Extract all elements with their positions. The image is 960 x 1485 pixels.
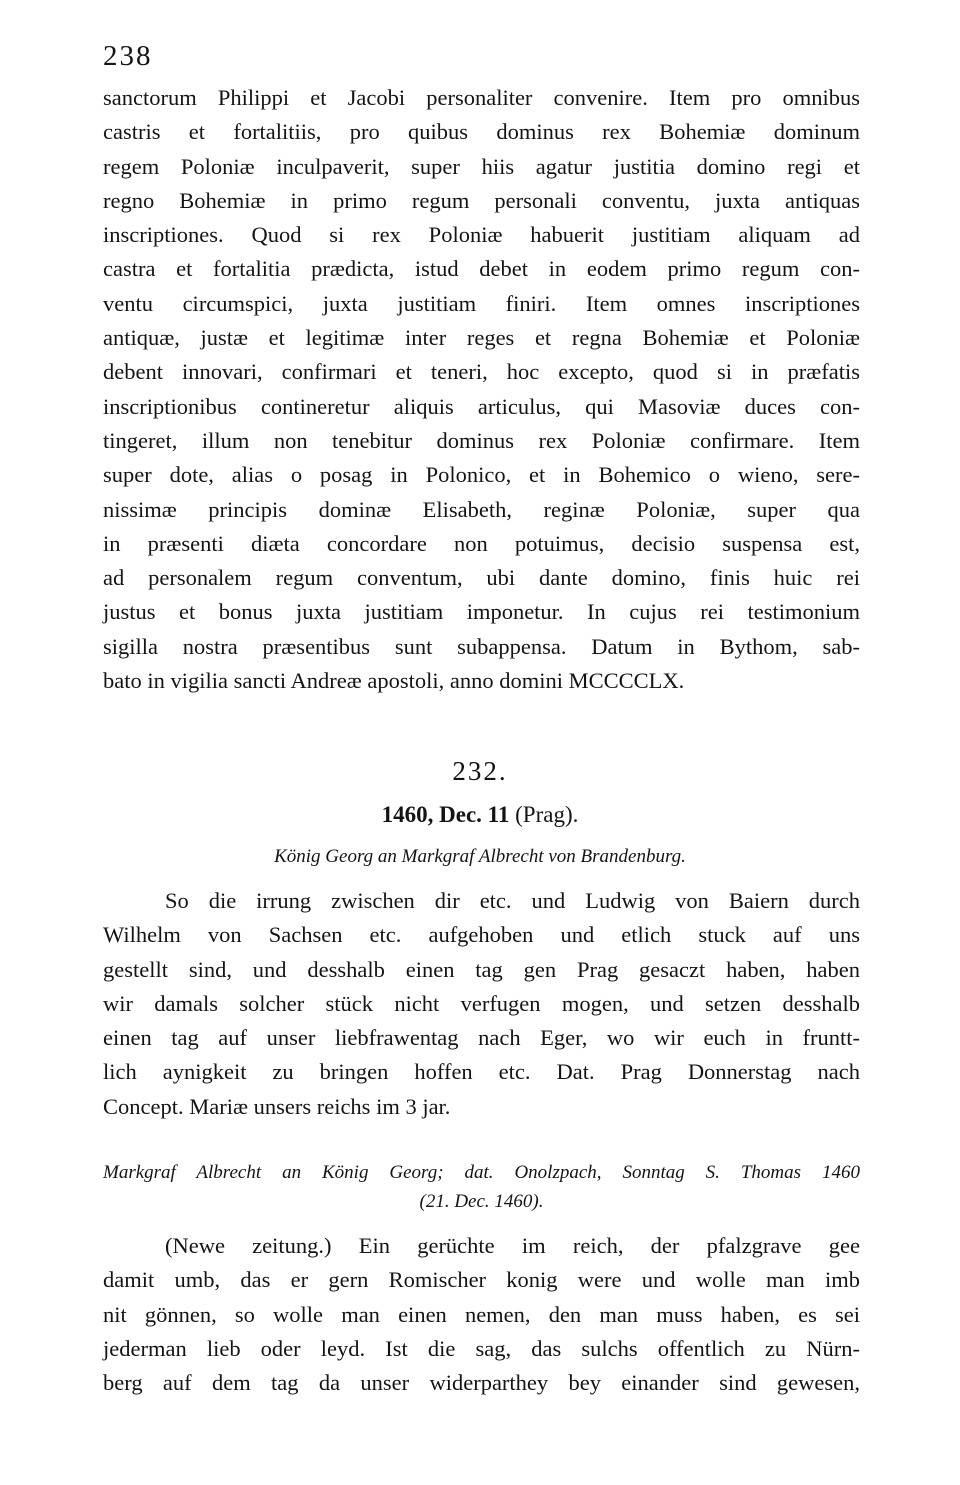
text-line: in præsenti diæta concordare non potuimus, decisio suspensa est, (103, 530, 860, 556)
text-line: super dote, alias o posag in Polonico, et in Bohemico o wieno, sere- (103, 462, 860, 488)
text-line: (Newe zeitung.) Ein gerüchte im reich, der pfalzgrave gee (165, 1233, 860, 1258)
text-line: sigilla nostra præsentibus sunt subappensa. Datum in Bythom, sab- (103, 633, 860, 659)
text-line: gestellt sind, und desshalb einen tag gen Prag gesaczt haben, haben (103, 956, 860, 982)
text-line: regem Poloniæ inculpaverit, super hiis agatur justitia domino regi et (103, 153, 860, 179)
text-line: inscriptiones. Quod si rex Poloniæ habuerit justitiam aliquam ad (103, 222, 860, 248)
text-line: ad personalem regum conventum, ubi dante domino, finis huic rei (103, 565, 860, 591)
text-line: bato in vigilia sancti Andreæ apostoli, anno domini MCCCCLX. (103, 668, 685, 694)
text-line: sanctorum Philippi et Jacobi personaliter convenire. Item pro omnibus (103, 85, 860, 110)
text-line: nissimæ principis dominæ Elisabeth, reginæ Poloniæ, super qua (103, 496, 860, 522)
text-line: nit gönnen, so wolle man einen nemen, den man muss haben, es sei (103, 1301, 860, 1327)
text-line: debent innovari, confirmari et teneri, hoc excepto, quod si in præfatis (103, 359, 860, 385)
text-line: Concept. Mariæ unsers reichs im 3 jar. (103, 1093, 451, 1119)
text-line: lich aynigkeit zu bringen hoffen etc. Dat. Prag Donnerstag nach (103, 1059, 860, 1085)
text-section-1 (103, 81, 860, 698)
note-line: (21. Dec. 1460). (419, 1191, 544, 1212)
text-line: Wilhelm von Sachsen etc. aufgehoben und etlich stuck auf uns (103, 922, 860, 948)
text-line: antiquæ, justæ et legitimæ inter reges et regna Bohemiæ et Poloniæ (103, 325, 860, 351)
text-line: einen tag auf unser liebfrawentag nach Eger, wo wir euch in fruntt- (103, 1025, 860, 1051)
text-line: castra et fortalitia prædicta, istud debet in eodem primo regum con- (103, 256, 860, 282)
text-line: So die irrung zwischen dir etc. und Ludwig von Baiern durch (165, 888, 860, 913)
text-line: berg auf dem tag da unser widerparthey bey einander sind gewesen, (103, 1370, 860, 1396)
text-line: justus et bonus juxta justitiam imponetur. In cujus rei testimonium (103, 599, 860, 625)
editorial-note (103, 1158, 860, 1216)
text-line: ventu circumspici, juxta justitiam finiri. Item omnes inscriptiones (103, 290, 860, 316)
text-line: tingeret, illum non tenebitur dominus rex Poloniæ confirmare. Item (103, 427, 860, 453)
place-text: (Prag). (515, 802, 579, 827)
text-line: damit umb, das er gern Romischer konig were und wolle man imb (103, 1267, 860, 1293)
text-line: wir damals solcher stück nicht verfugen mogen, und setzen desshalb (103, 990, 860, 1016)
text-section-2 (103, 1229, 860, 1400)
document-rubric: König Georg an Markgraf Albrecht von Brandenburg. (274, 846, 686, 867)
page-number: 238 (103, 40, 153, 72)
text-line: castris et fortalitiis, pro quibus dominus rex Bohemiæ dominum (103, 119, 860, 145)
text-line: jederman lieb oder leyd. Ist die sag, das sulchs offentlich zu Nürn- (103, 1335, 860, 1361)
document-date (0, 802, 960, 828)
note-line: Markgraf Albrecht an König Georg; dat. Onolzpach, Sonntag S. Thomas 1460 (103, 1162, 860, 1183)
document-number: 232. (452, 756, 508, 786)
text-line: inscriptionibus contineretur aliquis articulus, qui Masoviæ duces con- (103, 393, 860, 419)
document-body (103, 884, 860, 1124)
date-text: 1460, Dec. 11 (381, 802, 510, 827)
text-line: regno Bohemiæ in primo regum personali conventu, juxta antiquas (103, 187, 860, 213)
